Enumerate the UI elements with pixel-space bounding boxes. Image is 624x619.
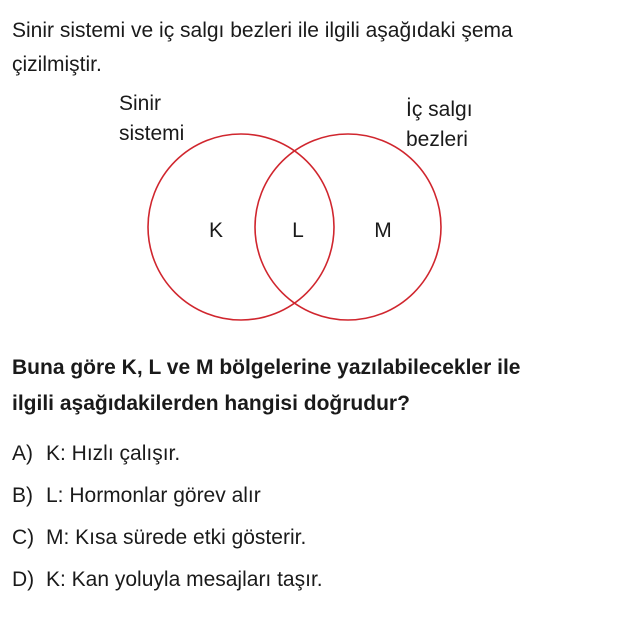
option-a-letter: A) [12,442,33,465]
answer-options [12,433,323,601]
region-l-label: L [292,219,304,242]
region-k-label: K [208,219,224,242]
prompt-line-2: ilgili aşağıdakilerden hangisi doğrudur? [12,392,410,415]
endocrine-glands-label-line-2: bezleri [406,128,468,151]
option-b-letter: B) [12,484,33,507]
option-a-text: K: Hızlı çalışır. [46,442,181,465]
prompt-line-1: Buna göre K, L ve M bölgelerine yazılabilecekler ile [12,356,521,379]
option-d-letter: D) [12,568,35,591]
question-prompt [12,350,622,422]
nervous-system-label-line-2: sistemi [119,122,185,145]
intro-line-1: Sinir sistemi ve iç salgı bezleri ile ilgili aşağıdaki şema [12,19,513,42]
region-m-label: M [374,219,392,242]
option-d[interactable] [12,559,323,601]
endocrine-glands-label-line-1: İç salgı [406,98,473,121]
intro-line-2: çizilmiştir. [12,53,102,76]
option-b-text: L: Hormonlar görev alır [46,484,261,507]
endocrine-glands-circle [255,134,441,320]
option-b[interactable] [12,475,323,517]
option-c[interactable] [12,517,323,559]
option-a[interactable] [12,433,323,475]
nervous-system-circle [148,134,334,320]
option-d-text: K: Kan yoluyla mesajları taşır. [46,568,323,591]
option-c-letter: C) [12,526,35,549]
option-c-text: M: Kısa sürede etki gösterir. [46,526,307,549]
nervous-system-label-line-1: Sinir [119,92,162,115]
